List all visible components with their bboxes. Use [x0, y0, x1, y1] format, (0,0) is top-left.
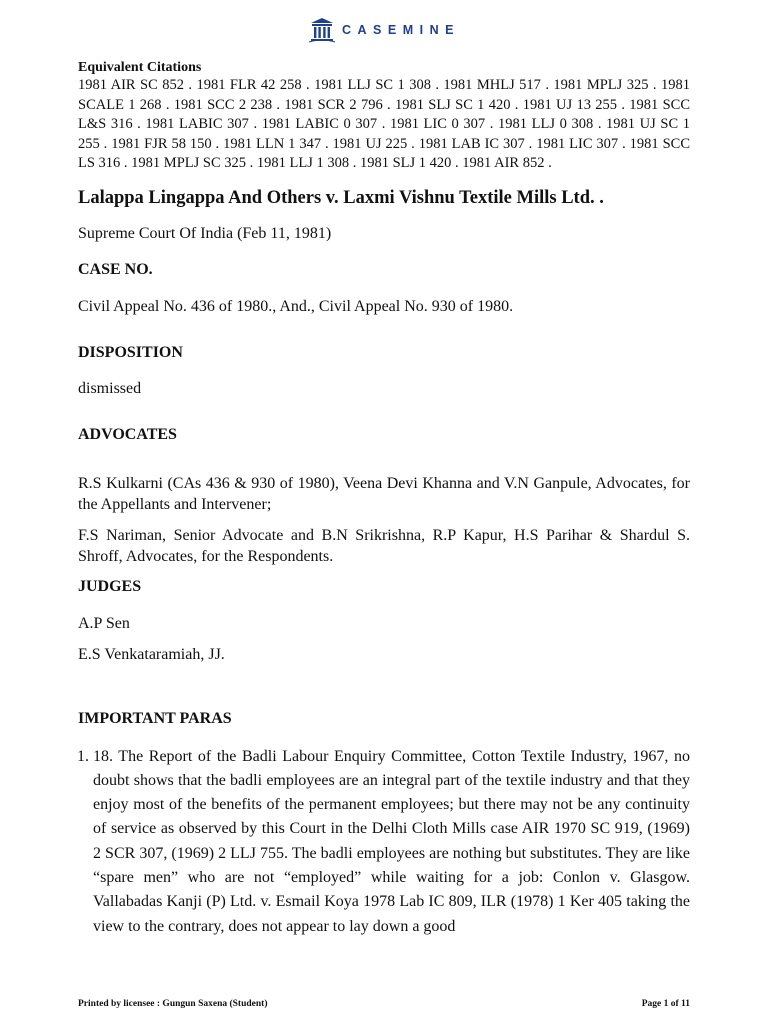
important-para-item: 1. 18. The Report of the Badli Labour Enquiry Committee, Cotton Textile Industry, 1967, no doubt shows that the badli employees are an integral part of the textile industry and that they enjoy most of the benefits of the permanent employees; but there may not be any continuity of service as observed by this Court in the Delhi Cloth Mills case AIR 1970 SC 919, (1969) 2 SCR 307, (1969) 2 LLJ 755. The badli employees are nothing but substitutes. They are like “spare men” who are not “employed” while waiting for a job: Conlon v. Glasgow. Vallabadas Kanji (P) Ltd. v. Esmail Koya 1978 Lab IC 809, ILR (1978) 1 Ker 405 taking the view to the contrary, does not appear to lay down a good — [93, 745, 690, 939]
advocates-heading: ADVOCATES — [78, 425, 177, 443]
logo-text: CASEMINE — [342, 23, 460, 37]
citations-title: Equivalent Citations — [78, 60, 202, 75]
pillar-building-icon — [308, 16, 336, 44]
citations-text: 1981 AIR SC 852 . 1981 FLR 42 258 . 1981 LLJ SC 1 308 . 1981 MHLJ 517 . 1981 MPLJ 325 . 1981 SCALE 1 268 . 1981 SCC 2 238 . 1981 SCR 2 796 . 1981 SLJ SC 1 420 . 1981 UJ 13 255 . 1981 SCC L&S 316 . 1981 LABIC 307 . 1981 LABIC 0 307 . 1981 LIC 0 307 . 1981 LLJ 0 308 . 1981 UJ SC 1 255 . 1981 FJR 58 150 . 1981 LLN 1 347 . 1981 UJ 225 . 1981 LAB IC 307 . 1981 LIC 307 . 1981 SCC LS 316 . 1981 MPLJ SC 325 . 1981 LLJ 1 308 . 1981 SLJ 1 420 . 1981 AIR 852 . — [78, 77, 690, 171]
document-body — [78, 60, 690, 939]
case-no-heading: CASE NO. — [78, 260, 153, 278]
advocate-paragraph: F.S Nariman, Senior Advocate and B.N Srikrishna, R.P Kapur, H.S Parihar & Shardul S. Shroff, Advocates, for the Respondents. — [78, 526, 690, 565]
page-number: Page 1 of 11 — [641, 999, 690, 1009]
court-and-date: Supreme Court Of India (Feb 11, 1981) — [78, 224, 332, 242]
important-paras-heading: IMPORTANT PARAS — [78, 709, 232, 727]
judge-name: A.P Sen — [78, 614, 130, 632]
disposition-heading: DISPOSITION — [78, 343, 183, 361]
judges-heading: JUDGES — [78, 577, 142, 595]
judge-name: E.S Venkataramiah, JJ. — [78, 645, 225, 663]
casemine-logo — [0, 16, 768, 44]
advocate-paragraph: R.S Kulkarni (CAs 436 & 930 of 1980), Veena Devi Khanna and V.N Ganpule, Advocates, for the Appellants and Intervener; — [78, 474, 690, 513]
disposition-value: dismissed — [78, 379, 142, 397]
important-paras-list — [78, 745, 690, 939]
case-no-value: Civil Appeal No. 436 of 1980., And., Civil Appeal No. 930 of 1980. — [78, 297, 514, 315]
case-title: Lalappa Lingappa And Others v. Laxmi Vishnu Textile Mills Ltd. . — [78, 187, 604, 208]
licensee-text: Printed by licensee : Gungun Saxena (Student) — [78, 999, 268, 1009]
page-footer — [78, 999, 690, 1009]
